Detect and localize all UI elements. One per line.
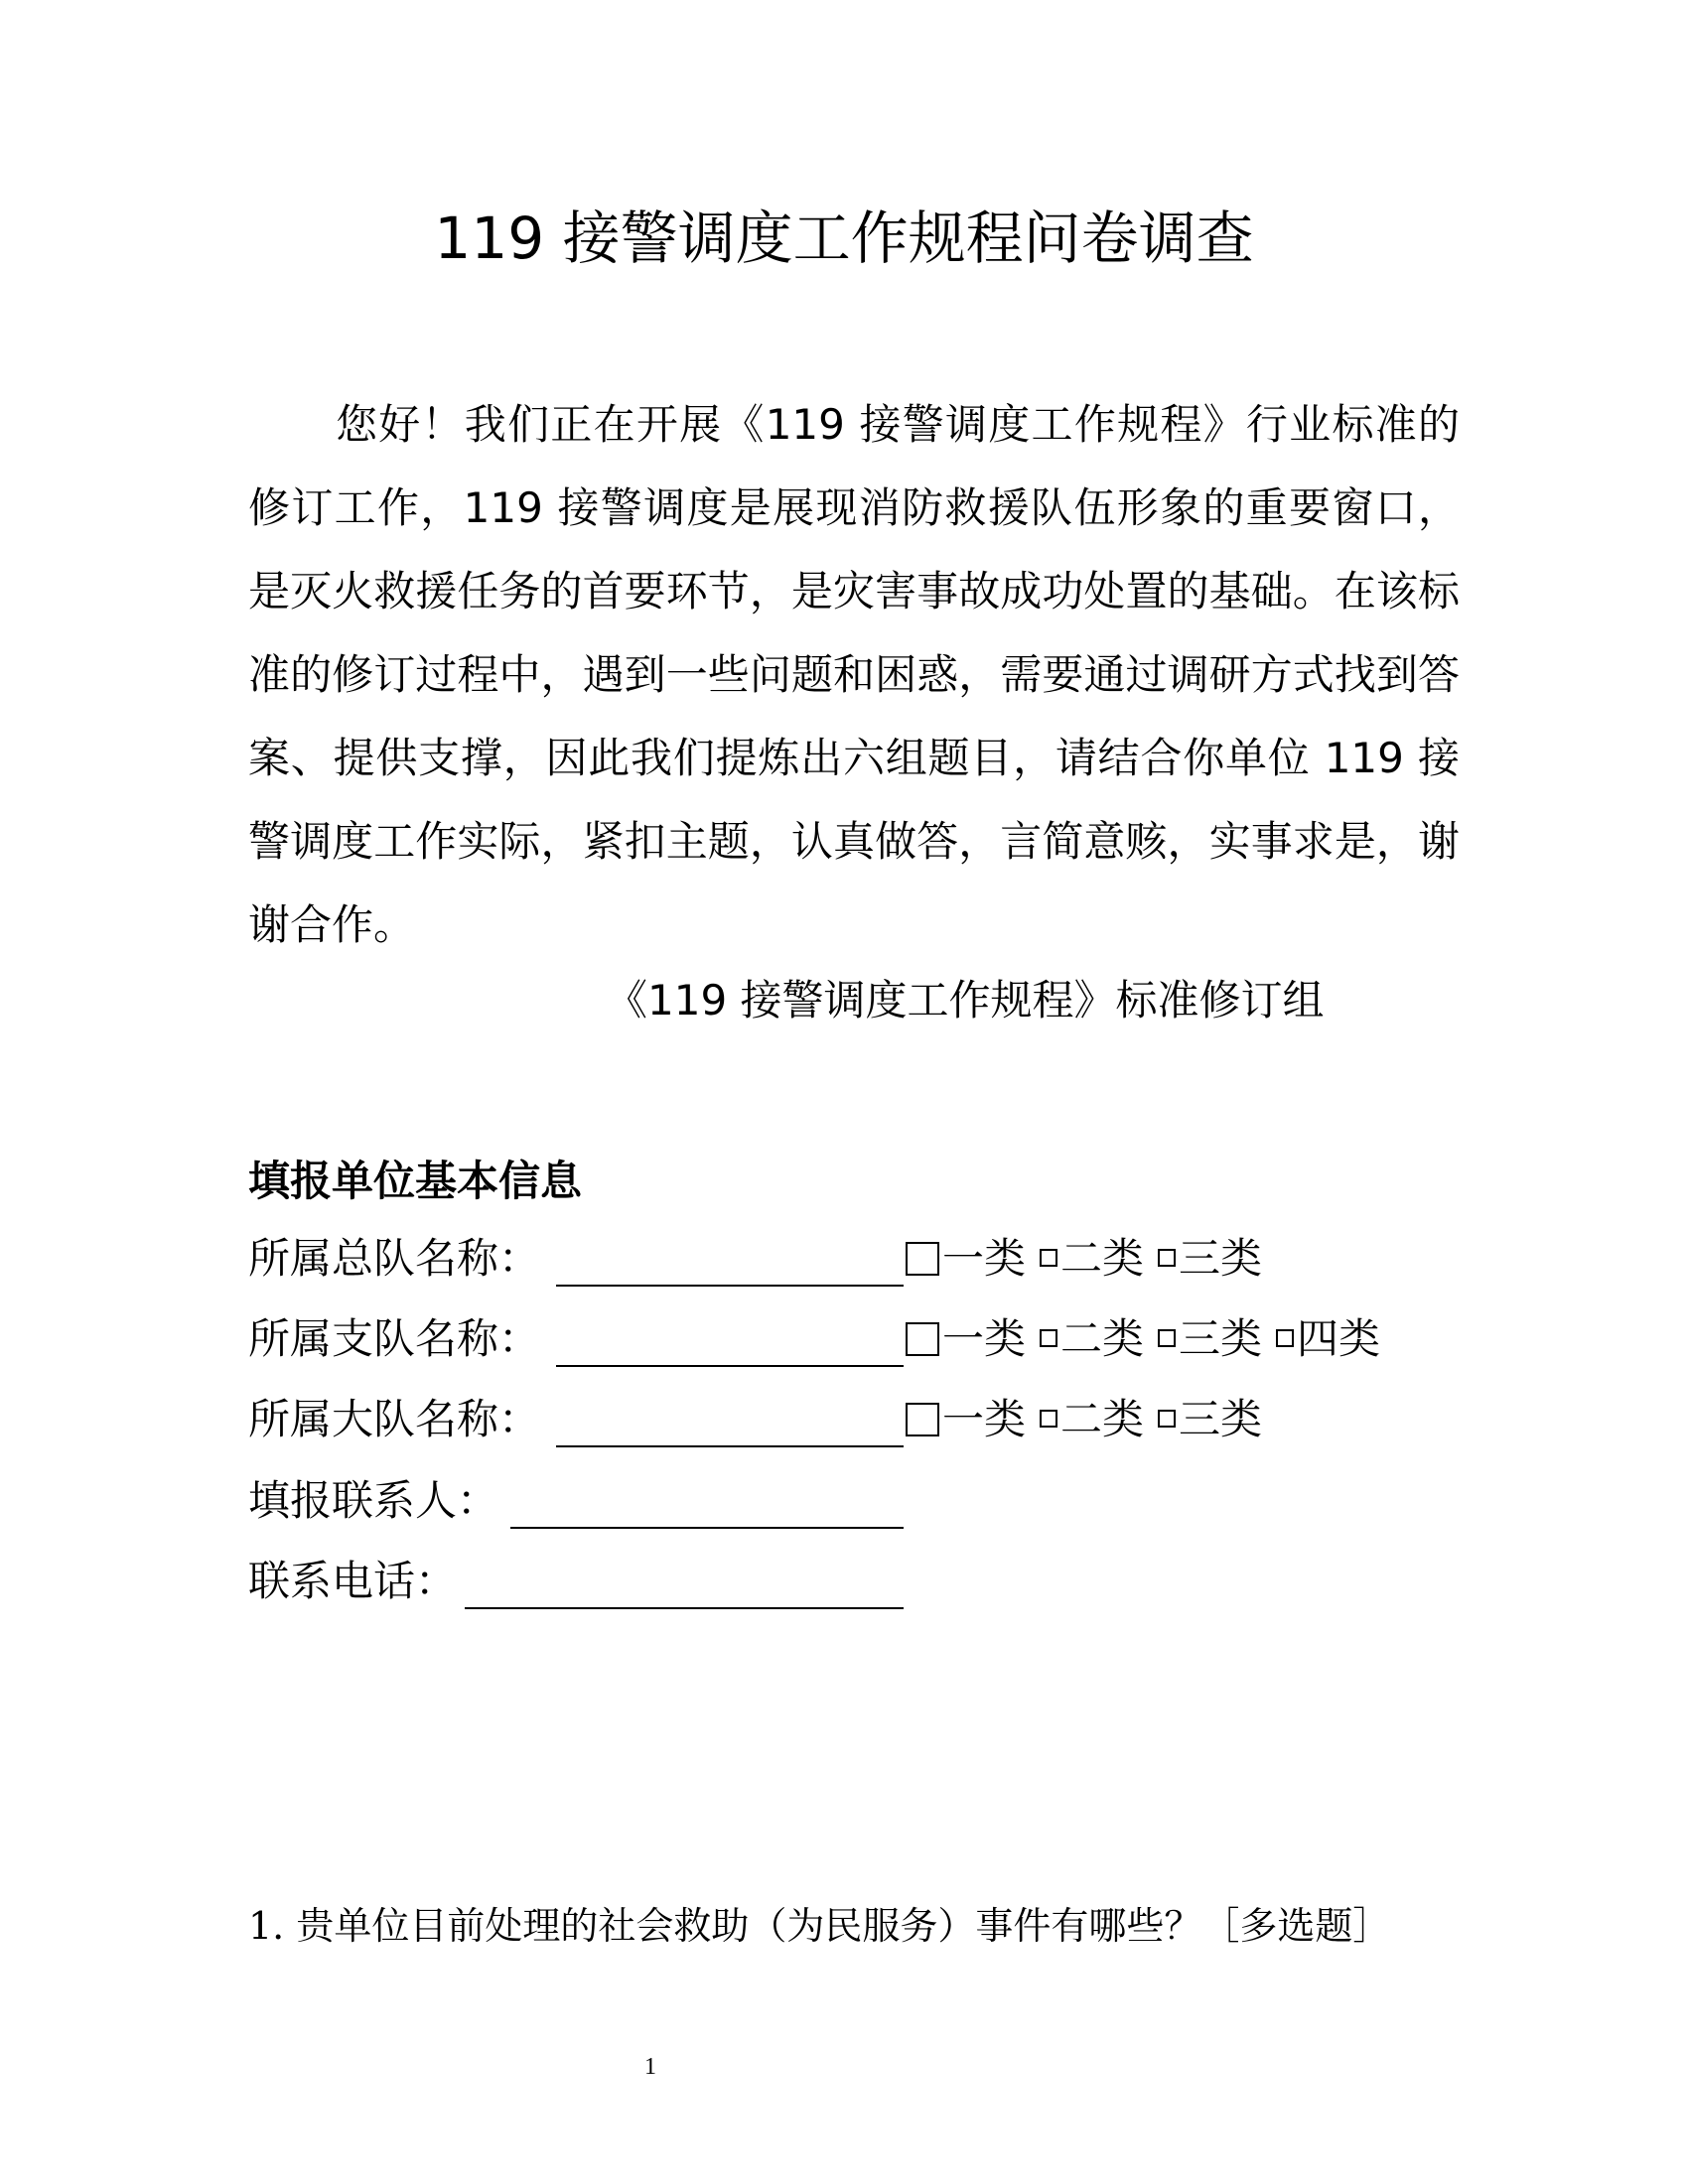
zongdui-row <box>248 1217 1340 1300</box>
zhidui-option-1[interactable] <box>906 1297 1026 1381</box>
dadui-option-3[interactable] <box>1158 1378 1262 1461</box>
basic-info-heading: 填报单位基本信息 <box>248 1157 583 1205</box>
phone-field[interactable] <box>465 1564 904 1609</box>
dadui-row <box>248 1378 1340 1461</box>
checkbox-icon[interactable] <box>1158 1410 1176 1428</box>
dadui-label: 所属大队名称： <box>248 1395 541 1443</box>
option-label: 一类 <box>942 1234 1027 1283</box>
checkbox-icon[interactable] <box>906 1322 939 1356</box>
checkbox-icon[interactable] <box>1158 1329 1176 1347</box>
option-label: 二类 <box>1060 1234 1145 1283</box>
zongdui-option-3[interactable] <box>1158 1217 1262 1300</box>
checkbox-icon[interactable] <box>1276 1329 1294 1347</box>
zhidui-option-4[interactable] <box>1276 1297 1380 1381</box>
dadui-option-2[interactable] <box>1040 1378 1144 1461</box>
phone-label: 联系电话： <box>248 1557 458 1605</box>
zongdui-option-2[interactable] <box>1040 1217 1144 1300</box>
zhidui-option-2[interactable] <box>1040 1297 1144 1381</box>
zhidui-name-field[interactable] <box>556 1321 904 1367</box>
zongdui-name-field[interactable] <box>556 1241 904 1287</box>
contact-person-row <box>248 1459 943 1543</box>
page-number: 1 <box>644 2054 656 2080</box>
dadui-category-options <box>906 1378 1276 1461</box>
option-label: 一类 <box>942 1395 1027 1443</box>
intro-paragraph: 您好！我们正在开展《119 接警调度工作规程》行业标准的修订工作，119 接警调度是展现消防救援队伍形象的重要窗口，是灭火救援任务的首要环节，是灾害事故成功处置的基础。在该标准的修订过程中，遇到一些问题和困惑，需要通过调研方式找到答案、提供支撑，因此我们提炼出六组题目，请结合你单位 119 接警调度工作实际，紧扣主题，认真做答，言简意赅，实事求是，谢谢合作。 <box>248 400 1460 949</box>
dadui-option-1[interactable] <box>906 1378 1026 1461</box>
page-title: 119 接警调度工作规程问卷调查 <box>434 205 1254 272</box>
option-label: 一类 <box>942 1314 1027 1363</box>
option-label: 三类 <box>1179 1314 1263 1363</box>
contact-person-label: 填报联系人： <box>248 1476 499 1525</box>
signature: 《119 接警调度工作规程》标准修订组 <box>606 976 1325 1024</box>
checkbox-icon[interactable] <box>1158 1249 1176 1267</box>
phone-row <box>248 1540 943 1623</box>
option-label: 二类 <box>1060 1395 1145 1443</box>
option-label: 三类 <box>1179 1395 1263 1443</box>
option-label: 三类 <box>1179 1234 1263 1283</box>
zongdui-label: 所属总队名称： <box>248 1234 541 1283</box>
zongdui-category-options <box>906 1217 1276 1300</box>
zhidui-label: 所属支队名称： <box>248 1314 541 1363</box>
checkbox-icon[interactable] <box>1040 1249 1057 1267</box>
checkbox-icon[interactable] <box>906 1403 939 1436</box>
checkbox-icon[interactable] <box>1040 1410 1057 1428</box>
dadui-name-field[interactable] <box>556 1402 904 1447</box>
zhidui-category-options <box>906 1297 1394 1381</box>
option-label: 二类 <box>1060 1314 1145 1363</box>
contact-person-field[interactable] <box>510 1483 904 1529</box>
checkbox-icon[interactable] <box>1040 1329 1057 1347</box>
question-1: 1. 贵单位目前处理的社会救助（为民服务）事件有哪些？［多选题］ <box>248 1904 1391 1948</box>
option-label: 四类 <box>1297 1314 1381 1363</box>
checkbox-icon[interactable] <box>906 1242 939 1276</box>
zhidui-option-3[interactable] <box>1158 1297 1262 1381</box>
zongdui-option-1[interactable] <box>906 1217 1026 1300</box>
zhidui-row <box>248 1297 1440 1381</box>
